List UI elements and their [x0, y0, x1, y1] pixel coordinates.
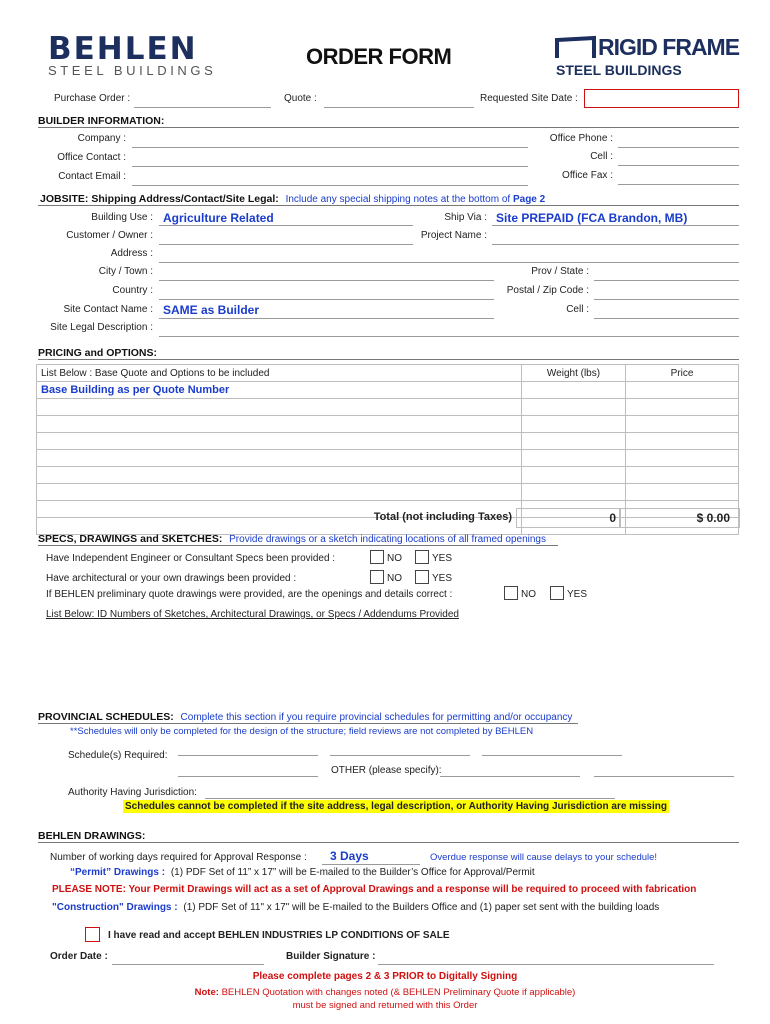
table-row[interactable] [37, 484, 739, 501]
table-cell[interactable] [522, 467, 626, 484]
specs-q3: If BEHLEN preliminary quote drawings were provided, are the openings and details correct : [46, 589, 453, 600]
table-row[interactable] [37, 467, 739, 484]
drawings-heading-rule [38, 842, 739, 843]
ship-via-field [492, 225, 739, 226]
col-weight-header: Weight (lbs) [522, 365, 626, 382]
schedule-field-4[interactable] [178, 776, 318, 777]
rigid-frame-logo-word: RIGID FRAME [598, 34, 740, 60]
construction-row [52, 902, 659, 913]
please-note: PLEASE NOTE: Your Permit Drawings will act as a set of Approval Drawings and a response will be required to proceed with fabrication [52, 884, 697, 895]
provincial-heading-rule [38, 723, 578, 724]
col-list-header: List Below : Base Quote and Options to be included [37, 365, 522, 382]
purchase-order-label: Purchase Order : [54, 93, 131, 104]
other-field-1[interactable] [440, 776, 580, 777]
table-cell[interactable] [626, 450, 739, 467]
requested-site-date-label: Requested Site Date : [480, 93, 578, 104]
office-fax-field[interactable] [618, 184, 739, 185]
contact-email-field[interactable] [132, 185, 528, 186]
city-field[interactable] [159, 280, 494, 281]
q2-yes-label: YES [432, 573, 453, 584]
specs-q1: Have Independent Engineer or Consultant Specs been provided : [46, 553, 336, 564]
table-row[interactable] [37, 382, 739, 399]
table-row[interactable] [37, 416, 739, 433]
specs-heading-row [38, 533, 546, 545]
table-cell[interactable] [626, 382, 739, 399]
specs-list-below: List Below: ID Numbers of Sketches, Architectural Drawings, or Specs / Addendums Provided [46, 609, 459, 620]
builder-heading-rule [38, 127, 739, 128]
table-cell[interactable] [522, 382, 626, 399]
provincial-heading: PROVINCIAL SCHEDULES: [38, 711, 174, 723]
specs-list-area[interactable] [46, 624, 736, 706]
table-cell[interactable] [37, 433, 522, 450]
bottom-note [0, 987, 770, 998]
table-cell[interactable] [522, 399, 626, 416]
behlen-logo [48, 31, 253, 78]
table-cell[interactable] [37, 484, 522, 501]
table-row[interactable] [37, 433, 739, 450]
behlen-logo-sub: STEEL BUILDINGS [48, 63, 217, 78]
complete-pages-note: Please complete pages 2 & 3 PRIOR to Digitally Signing [252, 971, 518, 982]
specs-heading-rule [38, 545, 558, 546]
office-fax-label: Office Fax : [562, 170, 613, 181]
customer-owner-label: Customer / Owner : [66, 230, 153, 241]
jobsite-heading-rule [38, 205, 739, 206]
rigid-frame-icon [554, 34, 598, 60]
table-row[interactable] [37, 399, 739, 416]
address-label: Address : [110, 248, 153, 259]
customer-owner-field[interactable] [159, 244, 413, 245]
provincial-note2: **Schedules will only be completed for the design of the structure; field reviews are not completed by BEHLEN [70, 726, 534, 737]
site-contact-label: Site Contact Name : [63, 304, 153, 315]
table-cell[interactable] [37, 467, 522, 484]
ship-via-label: Ship Via : [444, 212, 487, 223]
specs-note: Provide drawings or a sketch indicating locations of all framed openings [229, 534, 546, 545]
city-label: City / Town : [98, 266, 153, 277]
working-days-field [322, 864, 420, 865]
address-field[interactable] [159, 262, 739, 263]
other-field-2[interactable] [594, 776, 734, 777]
schedule-field-2[interactable] [330, 755, 470, 756]
office-phone-field[interactable] [618, 147, 739, 148]
site-contact-field [159, 318, 494, 319]
total-weight: 0 [609, 511, 616, 525]
authority-label: Authority Having Jurisdiction: [68, 787, 197, 798]
table-cell[interactable] [37, 450, 522, 467]
table-cell[interactable] [626, 484, 739, 501]
company-label: Company : [77, 133, 126, 144]
pricing-heading: PRICING and OPTIONS: [38, 347, 158, 359]
note-text-2: must be signed and returned with this Order [292, 1000, 478, 1011]
accept-checkbox[interactable] [85, 927, 100, 942]
country-label: Country : [112, 285, 153, 296]
behlen-logo-word: BEHLEN [48, 31, 198, 67]
building-use-value[interactable]: Agriculture Related [163, 211, 274, 225]
note-label: Note: [194, 987, 219, 998]
q1-yes-checkbox[interactable] [415, 550, 429, 564]
order-date-field[interactable] [112, 964, 264, 965]
contact-email-label: Contact Email : [58, 171, 126, 182]
site-contact-value[interactable]: SAME as Builder [163, 303, 260, 317]
jobsite-note: Include any special shipping notes at the bottom of [285, 194, 511, 205]
building-use-label: Building Use : [91, 212, 153, 223]
permit-text: (1) PDF Set of 11” x 17” will be E-mailed to the Builder’s Office for Approval/Permit [170, 867, 535, 878]
builder-signature-field[interactable] [378, 964, 714, 965]
permit-label: “Permit” Drawings : [70, 867, 166, 878]
q1-yes-label: YES [432, 553, 453, 564]
table-cell[interactable] [626, 416, 739, 433]
construction-text: (1) PDF Set of 11" x 17" will be E-mailed to the Builders Office and (1) paper set sent with the building loads [183, 902, 660, 913]
table-cell[interactable] [626, 467, 739, 484]
schedule-field-1[interactable] [178, 755, 318, 756]
requested-site-date-field[interactable] [584, 89, 739, 108]
project-name-field[interactable] [492, 244, 739, 245]
q3-no-label: NO [521, 589, 536, 600]
postal-label: Postal / Zip Code : [506, 285, 589, 296]
total-price: $ 0.00 [696, 511, 730, 525]
provincial-note: Complete this section if you require provincial schedules for permitting and/or occupancy [180, 712, 573, 723]
order-date-label: Order Date : [50, 951, 108, 962]
quote-label: Quote : [284, 93, 317, 104]
specs-heading: SPECS, DRAWINGS and SKETCHES: [38, 533, 223, 545]
jobsite-note-page: Page 2 [512, 194, 546, 205]
cell-label: Cell : [590, 151, 613, 162]
col-price-header: Price [626, 365, 739, 382]
other-label: OTHER (please specify): [331, 765, 442, 776]
q3-yes-label: YES [567, 589, 588, 600]
schedules-warning: Schedules cannot be completed if the site address, legal description, or Authority Having Jurisdiction are missing [125, 801, 667, 812]
office-contact-label: Office Contact : [57, 152, 126, 163]
office-phone-label: Office Phone : [549, 133, 613, 144]
builder-heading: BUILDER INFORMATION: [38, 115, 165, 127]
builder-signature-label: Builder Signature : [286, 951, 376, 962]
construction-label: "Construction" Drawings : [52, 902, 178, 913]
q3-yes-checkbox[interactable] [550, 586, 564, 600]
company-field[interactable] [132, 147, 528, 148]
q1-no-checkbox[interactable] [370, 550, 384, 564]
office-contact-field[interactable] [132, 166, 528, 167]
table-cell[interactable] [522, 416, 626, 433]
table-cell[interactable] [522, 484, 626, 501]
q2-no-label: NO [387, 573, 402, 584]
schedules-label: Schedule(s) Required: [68, 750, 168, 761]
pricing-header-row [37, 365, 739, 382]
working-days-label: Number of working days required for Approval Response : [50, 852, 307, 863]
site-cell-field[interactable] [594, 318, 739, 319]
building-use-field [159, 225, 413, 226]
q3-no-checkbox[interactable] [504, 586, 518, 600]
total-label: Total (not including Taxes) [373, 511, 512, 523]
purchase-order-field[interactable] [134, 107, 271, 108]
site-legal-label: Site Legal Description : [50, 322, 153, 333]
site-cell-label: Cell : [566, 304, 589, 315]
table-row[interactable] [37, 450, 739, 467]
project-name-label: Project Name : [420, 230, 487, 241]
prov-label: Prov / State : [531, 266, 589, 277]
country-field[interactable] [159, 299, 494, 300]
q2-yes-checkbox[interactable] [415, 570, 429, 584]
ship-via-value[interactable]: Site PREPAID (FCA Brandon, MB) [496, 211, 688, 225]
working-days-value[interactable]: 3 Days [330, 849, 369, 863]
table-cell[interactable] [37, 416, 522, 433]
drawings-heading: BEHLEN DRAWINGS: [38, 830, 146, 842]
table-cell[interactable] [37, 399, 522, 416]
rigid-frame-logo-sub: STEEL BUILDINGS [556, 62, 682, 78]
note-text: BEHLEN Quotation with changes noted (& BEHLEN Preliminary Quote if applicable) [221, 987, 576, 998]
authority-field[interactable] [205, 798, 615, 799]
q1-no-label: NO [387, 553, 402, 564]
jobsite-heading: JOBSITE: Shipping Address/Contact/Site Legal: [40, 193, 279, 205]
schedule-field-3[interactable] [482, 755, 622, 756]
prov-field[interactable] [594, 280, 739, 281]
permit-row [70, 867, 535, 878]
provincial-heading-row [38, 711, 572, 723]
table-cell[interactable] [522, 433, 626, 450]
site-legal-field[interactable] [159, 336, 739, 337]
jobsite-heading-row [40, 193, 545, 205]
table-cell[interactable] [626, 433, 739, 450]
overdue-note: Overdue response will cause delays to your schedule! [430, 852, 658, 863]
q2-no-checkbox[interactable] [370, 570, 384, 584]
table-cell[interactable] [522, 450, 626, 467]
cell-field[interactable] [618, 165, 739, 166]
page-title: ORDER FORM [306, 44, 452, 69]
quote-field[interactable] [324, 107, 474, 108]
specs-q2: Have architectural or your own drawings been provided : [46, 573, 297, 584]
postal-field[interactable] [594, 299, 739, 300]
pricing-heading-rule [38, 359, 739, 360]
table-cell[interactable]: Base Building as per Quote Number [37, 382, 522, 399]
table-cell[interactable] [626, 399, 739, 416]
accept-text: I have read and accept BEHLEN INDUSTRIES LP CONDITIONS OF SALE [108, 930, 450, 941]
